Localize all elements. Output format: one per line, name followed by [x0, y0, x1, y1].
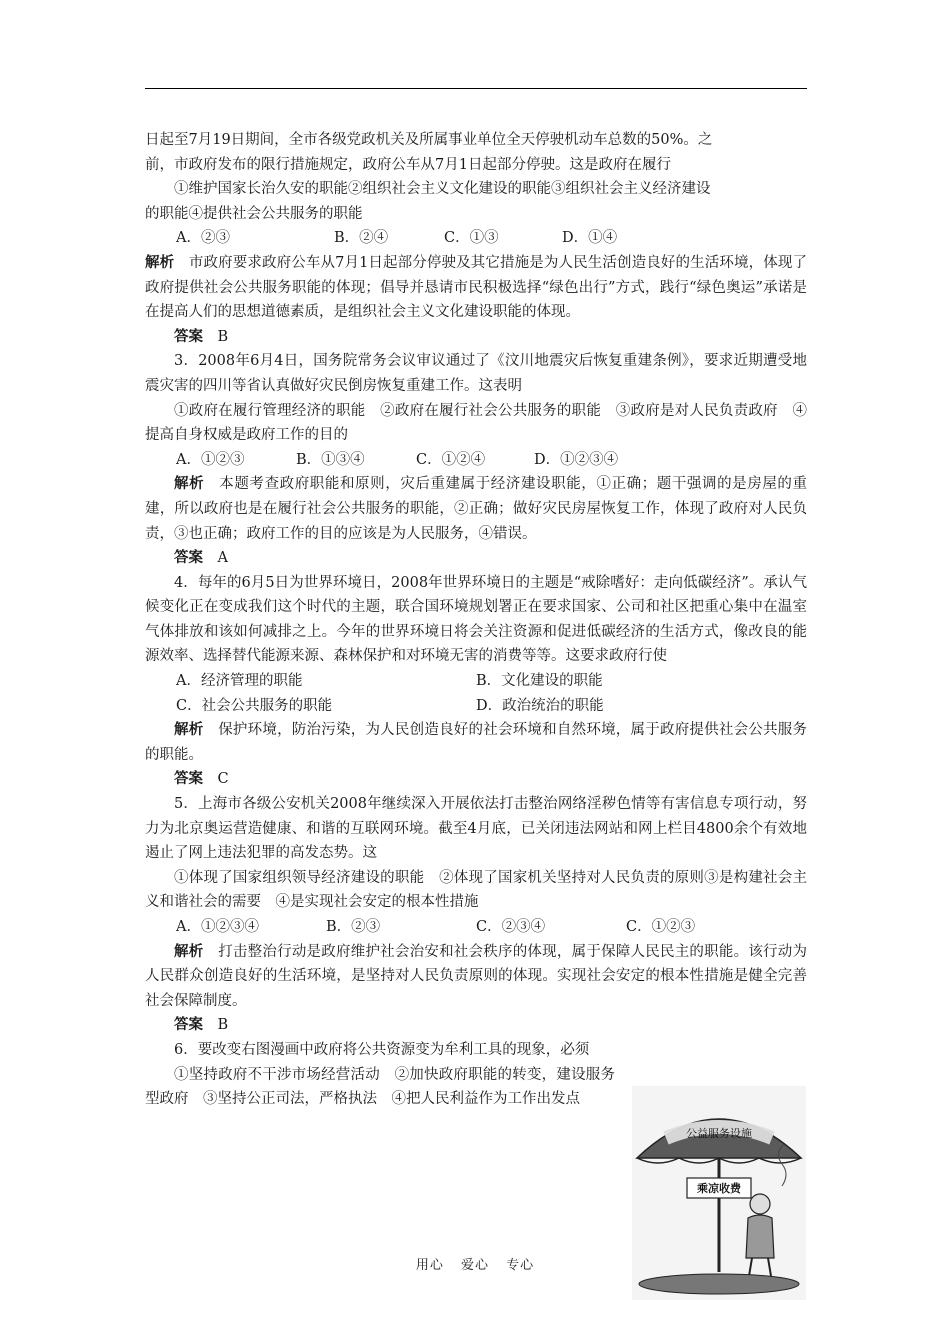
footer-text: 爱心	[460, 1258, 489, 1273]
person-head	[750, 1194, 770, 1214]
answer-value: A	[217, 550, 228, 567]
option: C．②③④	[476, 919, 546, 935]
q2-options	[145, 226, 807, 251]
q4-analysis	[145, 718, 807, 767]
q5-analysis	[145, 940, 807, 1014]
answer-label: 答案	[174, 327, 203, 345]
text-line: 的职能④提供社会公共服务的职能	[145, 205, 363, 222]
person-body	[746, 1215, 774, 1258]
q4-stem: 4．每年的6月5日为世界环境日，2008年世界环境日的主题是“戒除嗜好：走向低碳经济”。承认气候变化正在变成我们这个时代的主题，联合国环境规划署正在要求国家、公司和社区把重心集中在温室气体排放和该如何减排之上。今年的世界环境日将会关注资源和促进低碳经济的生活方式，像改良的能源效率、选择替代能源来源、森林保护和对环境无害的消费等等。这要求政府行使	[145, 574, 807, 665]
analysis-text: 打击整治行动是政府维护社会治安和社会秩序的体现，属于保障人民民主的职能。该行动为人民群众创造良好的生活环境，是坚持对人民负责原则的体现。实现社会安定的根本性措施是健全完善社会保障制度。	[145, 943, 808, 1009]
analysis-label: 解析	[145, 253, 175, 271]
analysis-text: 市政府要求政府公车从7月1日起部分停驶及其它措施是为人民生活创造良好的生活环境，体现了政府提供社会公共服务职能的体现；倡导并恳请市民积极选择“绿色出行”方式，践行“绿色奥运”承诺是在提高人们的思想道德素质，是组织社会主义文化建设职能的体现。	[145, 254, 807, 321]
option: D．政治统治的职能	[476, 697, 604, 714]
q5-options	[145, 915, 807, 940]
option: A．①②③④	[176, 919, 259, 935]
q5-items: ①体现了国家组织领导经济建设的职能 ②体现了国家机关坚持对人民负责的原则③是构建社会主义和谐社会的需要 ④是实现社会安定的根本性措施	[145, 869, 807, 911]
q4-answer	[145, 767, 807, 792]
q3-answer	[145, 546, 807, 571]
text-line: ①维护国家长治久安的职能②组织社会主义文化建设的职能③组织社会主义经济建设	[174, 181, 711, 198]
analysis-text: 保护环境，防治污染，为人民创造良好的社会环境和自然环境，属于政府提供社会公共服务的职能。	[145, 722, 808, 763]
q6-stem: 6．要改变右图漫画中政府将公共资源变为牟利工具的现象，必须	[174, 1041, 590, 1058]
option: A．①②③	[176, 451, 245, 468]
option: A．②③	[176, 230, 230, 247]
analysis-label: 解析	[174, 475, 205, 493]
option: B．文化建设的职能	[476, 673, 603, 690]
q3-analysis	[145, 472, 807, 546]
option: B．①③④	[296, 451, 365, 468]
option: C．①③	[444, 230, 499, 247]
answer-label: 答案	[174, 770, 203, 788]
q5-stem: 5．上海市各级公安机关2008年继续深入开展依法打击整治网络淫秽色情等有害信息专项行动，努力为北京奥运营造健康、和谐的互联网环境。截至4月底，已关闭违法网站和网上栏目4800余个有效地遏止了网上违法犯罪的高发态势。这	[145, 796, 807, 862]
umbrella-label: 公益服务设施	[686, 1127, 752, 1140]
footer-text: 专心	[506, 1258, 535, 1273]
ground	[639, 1274, 799, 1294]
q6-items: ①坚持政府不干涉市场经营活动 ②加快政府职能的转变，建设服务型政府 ③坚持公正司法，严格执法 ④把人民利益作为工作出发点	[145, 1066, 615, 1108]
answer-label: 答案	[174, 1016, 203, 1034]
page-footer	[0, 1254, 950, 1273]
document-body	[145, 128, 807, 1112]
text-line: 日起至7月19日期间，全市各级党政机关及所属事业单位全天停驶机动车总数的50%。之	[145, 132, 713, 148]
answer-value: B	[217, 1017, 229, 1034]
q2-answer	[145, 325, 807, 350]
option: D．①④	[562, 230, 618, 247]
fee-sign-text: 乘凉收费	[697, 1182, 741, 1195]
option: C．①②④	[416, 451, 486, 468]
q5-answer	[145, 1013, 807, 1038]
answer-label: 答案	[174, 549, 203, 567]
header-rule	[145, 88, 807, 89]
option: B．②④	[334, 230, 389, 247]
q3-options	[145, 448, 807, 473]
q3-stem: 3．2008年6月4日，国务院常务会议审议通过了《汶川地震灾后恢复重建条例》，要求近期遭受地震灾害的四川等省认真做好灾民倒房恢复重建工作。这表明	[145, 353, 807, 394]
option: C．①②③	[626, 919, 696, 935]
analysis-text: 本题考查政府职能和原则，灾后重建属于经济建设职能，①正确；题干强调的是房屋的重建，所以政府也是在履行社会公共服务的职能，②正确；做好灾民房屋恢复工作，体现了政府对人民负责，③也正确；政府工作的目的应该是为人民服务，④错误。	[145, 476, 808, 542]
option: A．经济管理的职能	[176, 673, 303, 690]
option: C．社会公共服务的职能	[176, 697, 333, 714]
answer-value: C	[217, 771, 229, 788]
q4-options	[145, 669, 807, 718]
q2-analysis	[145, 251, 807, 325]
option: B．②③	[326, 919, 381, 935]
analysis-label: 解析	[174, 942, 204, 960]
answer-value: B	[217, 328, 229, 345]
footer-text: 用心	[415, 1258, 444, 1273]
analysis-label: 解析	[174, 721, 204, 739]
q3-items: ①政府在履行管理经济的职能 ②政府在履行社会公共服务的职能 ③政府是对人民负责政府 ④提高自身权威是政府工作的目的	[145, 402, 807, 444]
option: D．①②③④	[534, 451, 619, 468]
text-line: 前，市政府发布的限行措施规定，政府公车从7月1日起部分停驶。这是政府在履行	[145, 156, 671, 173]
